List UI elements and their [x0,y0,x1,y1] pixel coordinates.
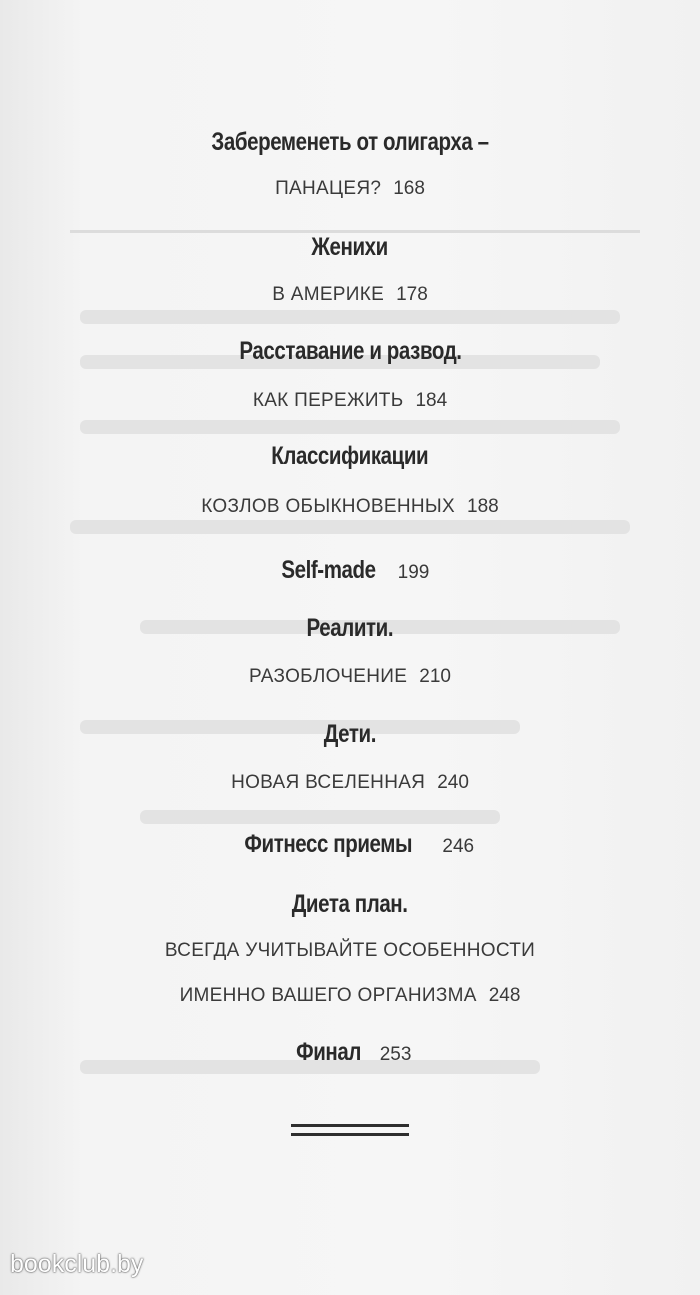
toc-entry [0,284,700,306]
toc-entry [0,830,700,859]
toc-page-number: 253 [379,1044,412,1065]
toc-entry [0,940,700,962]
toc-entry [0,390,700,412]
toc-entry [0,614,700,643]
toc-subheading: НОВАЯ ВСЕЛЕННАЯ [231,772,426,793]
section-rule [291,1124,409,1127]
toc-heading: Дети. [323,720,377,748]
toc-subheading: ПАНАЦЕЯ? [275,178,382,199]
watermark: bookclub.by [10,1250,144,1278]
toc-entry [0,556,700,585]
toc-page-number: 188 [467,496,499,517]
toc-entry [0,890,700,919]
toc-entry [0,442,700,471]
toc-page-number: 168 [393,178,425,199]
toc-heading: Диета план. [292,890,408,918]
toc-entry [0,666,700,688]
toc-entry [0,337,700,366]
toc-subheading: КОЗЛОВ ОБЫКНОВЕННЫХ [201,496,455,517]
toc-heading: Фитнесс приемы [244,830,413,858]
toc-entry [0,178,700,200]
toc-subheading: РАЗОБЛОЧЕНИЕ [249,666,408,687]
toc-subheading: ВСЕГДА УЧИТЫВАЙТЕ ОСОБЕННОСТИ [164,940,536,961]
toc-heading: Реалити. [306,614,394,642]
toc-page-number: 199 [397,562,430,583]
toc-heading: Расставание и развод. [238,337,462,365]
toc-entry [0,496,700,518]
toc-page-number: 246 [442,836,475,857]
toc-entry [0,985,700,1007]
toc-heading: Забеременеть от олигарха – [211,128,489,156]
toc-heading: Классификации [271,442,429,470]
toc-entry [0,772,700,794]
toc-page-number: 178 [396,284,428,305]
toc-entry [0,1038,700,1067]
toc-page-number: 210 [419,666,451,687]
toc-page-number: 240 [437,772,469,793]
toc-subheading: ИМЕННО ВАШЕГО ОРГАНИЗМА [179,985,477,1006]
toc-entry [0,233,700,262]
toc-entry [0,128,700,157]
toc-heading: Финал [295,1038,361,1066]
toc-heading: Self-made [281,556,376,584]
toc-page-number: 248 [488,985,521,1006]
toc-subheading: В АМЕРИКЕ [272,284,385,305]
toc-subheading: КАК ПЕРЕЖИТЬ [252,390,404,411]
toc-entry [0,720,700,749]
toc-page-number: 184 [415,390,448,411]
section-rule [291,1133,409,1136]
toc-heading: Женихи [311,233,389,261]
